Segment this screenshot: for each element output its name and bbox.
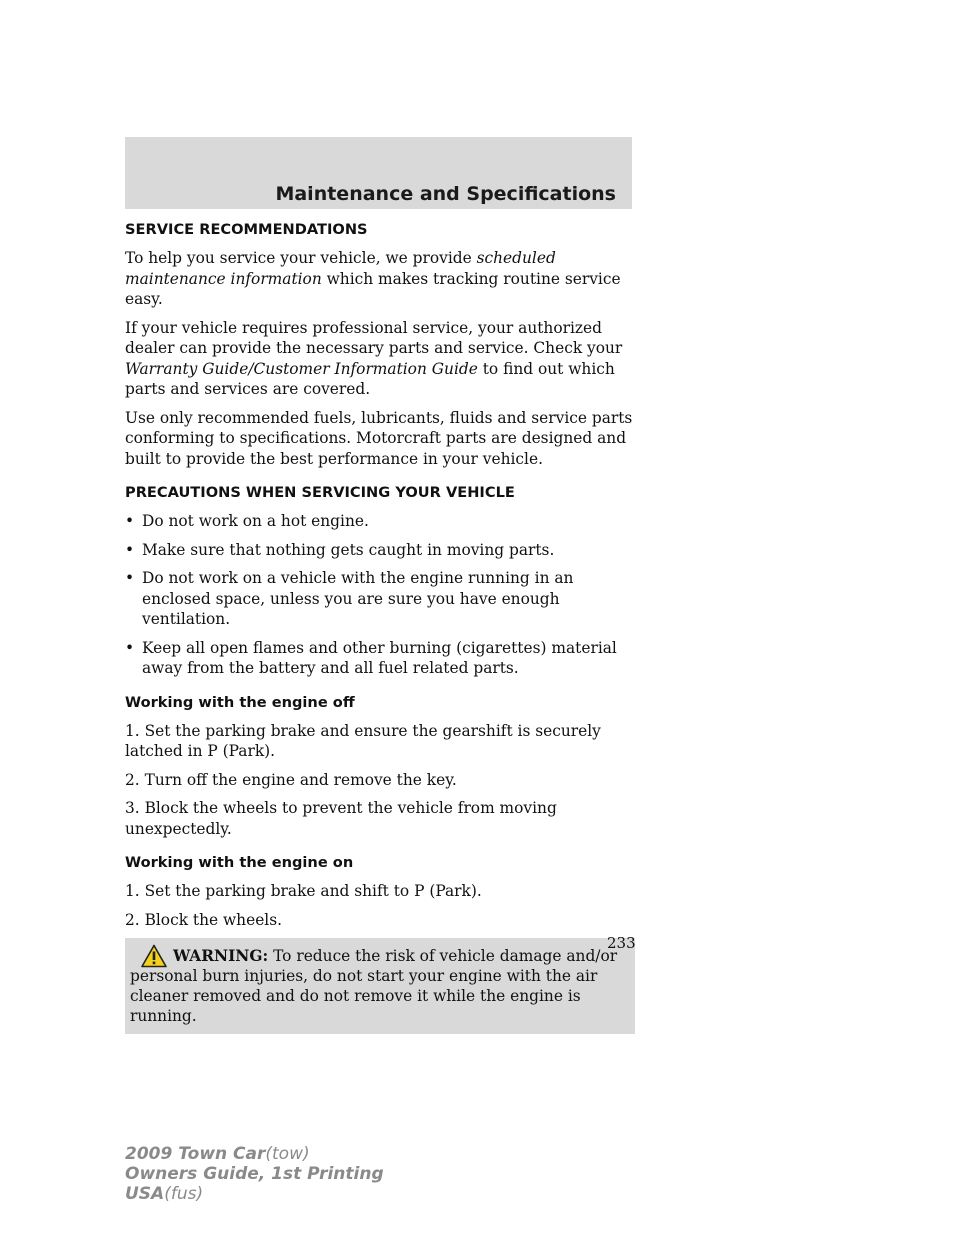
precautions-list [125,511,635,679]
service-p1-text-end: which makes tracking routine service easy. [125,269,621,308]
engine-on-heading: Working with the engine on [125,854,354,871]
service-p1-text: To help you service your vehicle, we provide [125,249,477,267]
list-item [125,638,635,679]
footer-market-code: (fus) [164,1184,204,1204]
engine-off-step: 2. Turn off the engine and remove the key. [125,770,457,789]
service-heading: SERVICE RECOMMENDATIONS [125,221,368,238]
list-item-text: Do not work on a hot engine. [142,512,369,530]
footer-line-1 [125,1144,384,1164]
service-paragraph-3: Use only recommended fuels, lubricants, fluids and service parts conforming to specifications. Motorcraft parts are designed and built to provide the best performance in your vehicle. [125,408,633,468]
bullet-icon: • [125,540,135,559]
list-item-text: Make sure that nothing gets caught in moving parts. [142,540,555,559]
service-p2-text: If your vehicle requires professional service, your authorized dealer can provide the necessary parts and service. Check your [125,318,623,357]
warning-label: WARNING: [173,947,269,965]
engine-on-step: 2. Block the wheels. [125,910,283,929]
footer-line-2: Owners Guide, 1st Printing [125,1164,384,1184]
warning-box [125,938,635,1034]
engine-on-step: 1. Set the parking brake and shift to P (Park). [125,882,482,900]
footer-model: 2009 Town Car [125,1144,266,1164]
list-item [125,568,635,630]
service-p1-italic: scheduled maintenance information [125,249,556,288]
footer-model-code: (tow) [265,1144,310,1164]
list-item [125,540,635,561]
bullet-icon: • [125,512,135,530]
engine-off-step: 1. Set the parking brake and ensure the gearshift is securely latched in P (Park). [125,721,601,760]
service-p2-italic: Warranty Guide/Customer Information Guide [125,359,478,378]
bullet-icon: • [125,638,135,657]
bullet-icon: • [125,569,135,587]
page-content [125,220,635,1034]
engine-off-step: 3. Block the wheels to prevent the vehicle from moving unexpectedly. [125,799,557,838]
service-paragraph-2 [125,318,635,400]
list-item-text: Keep all open flames and other burning (cigarettes) material away from the battery and all fuel related parts. [142,638,617,677]
page-number: 233 [607,934,636,952]
list-item [125,511,635,532]
footer [125,1144,384,1204]
warning-text: To reduce the risk of vehicle damage and/or personal burn injuries, do not start your engine with the air cleaner removed and do not remove it while the engine is running. [130,947,618,1025]
footer-market: USA [125,1184,165,1204]
precautions-heading: PRECAUTIONS WHEN SERVICING YOUR VEHICLE [125,484,515,501]
warning-triangle-icon [141,944,167,968]
engine-off-heading: Working with the engine off [125,693,355,711]
service-p2-text-end: to find out which parts and services are covered. [125,359,615,398]
section-title: Maintenance and Specifications [275,183,616,205]
section-header-band [125,137,632,209]
list-item-text: Do not work on a vehicle with the engine running in an enclosed space, unless you are sure you have enough ventilation. [142,569,574,628]
service-paragraph-1 [125,248,635,310]
footer-line-3 [125,1184,384,1204]
